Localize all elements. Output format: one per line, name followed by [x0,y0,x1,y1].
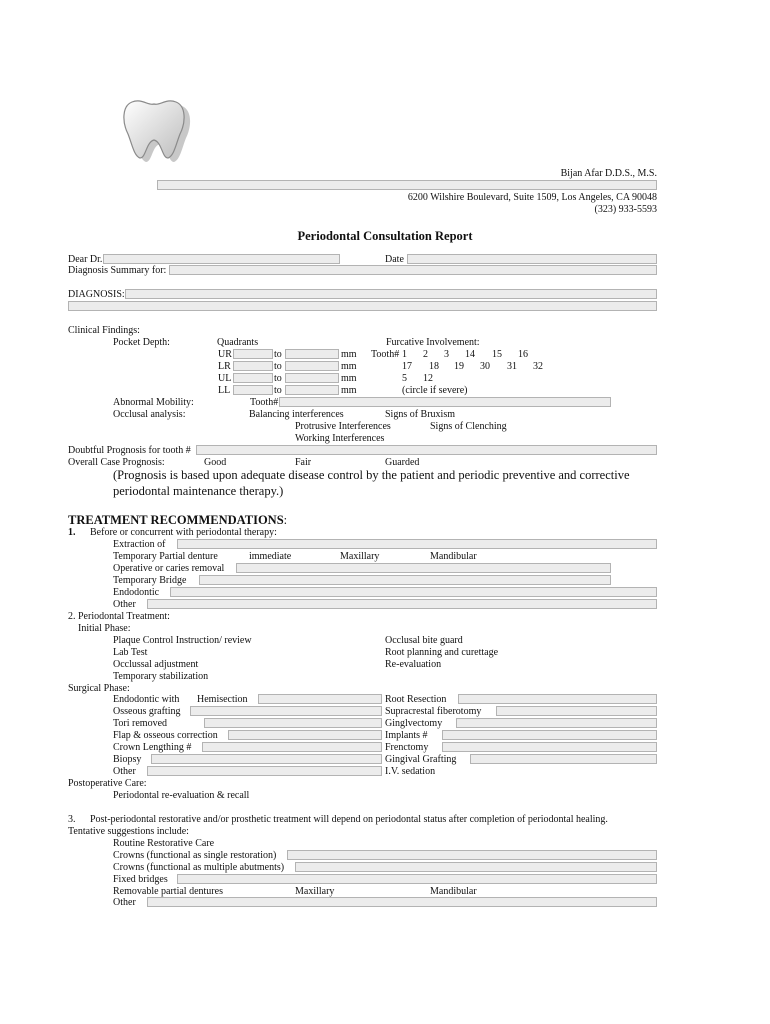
clinical-heading: Clinical Findings: [68,325,140,336]
protrusive-checkbox[interactable]: Protrusive Interferences [295,421,391,432]
temp-bridge-field[interactable] [199,575,611,585]
furcation-checkbox-1[interactable]: 1 [402,349,407,360]
crown-lengthing-checkbox[interactable]: Crown Lengthing # [113,742,192,753]
furcation-checkbox-18[interactable]: 18 [429,361,439,372]
fixed-bridges-checkbox[interactable]: Fixed bridges [113,874,168,885]
ur-to-field[interactable] [285,349,339,359]
re-evaluation-checkbox[interactable]: Re-evaluation [385,659,442,670]
page-title: Periodontal Consultation Report [297,229,473,243]
pocket-depth-label: Pocket Depth: [113,337,170,348]
mm-label: mm [341,361,357,372]
crowns-multi-checkbox[interactable]: Crowns (functional as multiple abutments) [113,862,285,873]
endodontic-checkbox[interactable]: Endodontic [113,587,160,598]
guarded-checkbox[interactable]: Guarded [385,457,420,468]
diagnosis-label: DIAGNOSIS: [68,289,125,300]
temp-bridge-checkbox[interactable]: Temporary Bridge [113,575,187,586]
furcation-checkbox-19[interactable]: 19 [454,361,464,372]
diagnosis-field-2[interactable] [68,301,657,311]
overall-prognosis-label: Overall Case Prognosis: [68,457,165,468]
furcative-label: Furcative Involvement: [386,337,480,348]
postop-label: Postoperative Care: [68,778,147,789]
tooth-logo-icon [118,92,198,164]
other-restorative-field[interactable] [147,897,657,907]
endodontic-field[interactable] [170,587,657,597]
implants-field[interactable] [442,730,657,740]
abnormal-mobility-label: Abnormal Mobility: [113,397,194,408]
section-1-number: 1. [68,527,76,538]
section-3-text: Post-periodontal restorative and/or prosthetic treatment will depend on periodontal status after completion of periodontal healing. [90,814,608,825]
balancing-checkbox[interactable]: Balancing interferences [249,409,344,420]
furcation-checkbox-16[interactable]: 16 [518,349,528,360]
to-label: to [274,361,282,372]
perio-reeval-checkbox[interactable]: Periodontal re-evaluation & recall [113,790,250,801]
quadrant-ul: UL [218,373,232,384]
iv-sedation-checkbox[interactable]: I.V. sedation [385,766,436,777]
prognosis-note-1: (Prognosis is based upon adequate disease control by the patient and periodic preventive and corrective [113,468,630,482]
occlusal-analysis-label: Occlusal analysis: [113,409,186,420]
operative-field[interactable] [236,563,611,573]
routine-checkbox[interactable]: Routine Restorative Care [113,838,215,849]
maxillary-checkbox[interactable]: Maxillary [340,551,380,562]
initial-phase-label: Initial Phase: [78,623,131,634]
mobility-tooth-label: Tooth# [250,397,279,408]
section-3-number: 3. [68,814,76,825]
occlusal-adjustment-checkbox[interactable]: Occlussal adjustment [113,659,199,670]
lab-test-checkbox[interactable]: Lab Test [113,647,148,658]
biopsy-field[interactable] [151,754,382,764]
hemisection-field[interactable] [258,694,382,704]
frenectomy-field[interactable] [442,742,657,752]
osseous-grafting-field[interactable] [190,706,382,716]
phone: (323) 933-5593 [594,204,657,215]
diagnosis-summary-field[interactable] [169,265,657,275]
ul-from-field[interactable] [233,373,273,383]
biopsy-checkbox[interactable]: Biopsy [113,754,142,765]
fair-checkbox[interactable]: Fair [295,457,312,468]
quadrant-lr: LR [218,361,231,372]
frenectomy-checkbox[interactable]: Frenctomy [385,742,429,753]
furcation-checkbox-15[interactable]: 15 [492,349,502,360]
dear-dr-label: Dear Dr. [68,254,103,265]
osseous-grafting-checkbox[interactable]: Osseous grafting [113,706,181,717]
date-label: Date [385,254,404,265]
mandibular-2-checkbox[interactable]: Mandibular [430,886,477,897]
mm-label: mm [341,385,357,396]
removable-partial-checkbox[interactable]: Removable partial dentures [113,886,223,897]
diagnosis-field-1[interactable] [125,289,657,299]
other-restorative-checkbox[interactable]: Other [113,897,136,908]
other-surgical-field[interactable] [147,766,382,776]
gingivectomy-checkbox[interactable]: Ginglvectomy [385,718,443,729]
to-label: to [274,385,282,396]
extraction-checkbox[interactable]: Extraction of [113,539,166,550]
furcation-checkbox-5[interactable]: 5 [402,373,407,384]
crowns-single-field[interactable] [287,850,657,860]
gingivectomy-field[interactable] [456,718,657,728]
hemisection-checkbox[interactable]: Hemisection [197,694,248,705]
plaque-control-checkbox[interactable]: Plaque Control Instruction/ review [113,635,252,646]
quadrant-ur: UR [218,349,232,360]
operative-checkbox[interactable]: Operative or caries removal [113,563,225,574]
clenching-checkbox[interactable]: Signs of Clenching [430,421,507,432]
flap-osseous-field[interactable] [228,730,382,740]
furcation-checkbox-14[interactable]: 14 [465,349,475,360]
tooth-hash-label: Tooth# [371,349,400,360]
tori-removed-field[interactable] [204,718,382,728]
doubtful-prognosis-label: Doubtful Prognosis for tooth # [68,445,191,456]
tentative-label: Tentative suggestions include: [68,826,189,837]
maxillary-2-checkbox[interactable]: Maxillary [295,886,335,897]
furcation-checkbox-12[interactable]: 12 [423,373,433,384]
tori-removed-checkbox[interactable]: Tori removed [113,718,168,729]
address: 6200 Wilshire Boulevard, Suite 1509, Los Angeles, CA 90048 [407,192,657,203]
other-checkbox[interactable]: Other [113,599,136,610]
furcation-checkbox-2[interactable]: 2 [423,349,428,360]
root-resection-field[interactable] [458,694,657,704]
working-checkbox[interactable]: Working Interferences [295,433,385,444]
crowns-multi-field[interactable] [295,862,657,872]
prognosis-note-2: periodontal maintenance therapy.) [113,484,284,498]
bite-guard-checkbox[interactable]: Occlusal bite guard [385,635,463,646]
furcation-checkbox-32[interactable]: 32 [533,361,543,372]
mandibular-checkbox[interactable]: Mandibular [430,551,477,562]
root-resection-checkbox[interactable]: Root Resection [385,694,447,705]
furcation-checkbox-17[interactable]: 17 [402,361,412,372]
implants-checkbox[interactable]: Implants # [385,730,428,741]
diagnosis-summary-label: Diagnosis Summary for: [68,265,167,276]
mm-label: mm [341,349,357,360]
ul-to-field[interactable] [285,373,339,383]
supracrestal-checkbox[interactable]: Supracrestal fiberotomy [385,706,482,717]
ll-to-field[interactable] [285,385,339,395]
section-2-title: 2. Periodontal Treatment: [68,611,170,622]
other-surgical-checkbox[interactable]: Other [113,766,136,777]
quadrants-label: Quadrants [217,337,259,348]
furcation-checkbox-30[interactable]: 30 [480,361,490,372]
furcation-checkbox-31[interactable]: 31 [507,361,517,372]
crowns-single-checkbox[interactable]: Crowns (functional as single restoration) [113,850,277,861]
section-1-title: Before or concurrent with periodontal therapy: [90,527,277,538]
treatment-heading: TREATMENT RECOMMENDATIONS: [68,513,288,527]
ur-from-field[interactable] [233,349,273,359]
bruxism-checkbox[interactable]: Signs of Bruxism [385,409,456,420]
mm-label: mm [341,373,357,384]
doctor-name: Bijan Afar D.D.S., M.S. [560,168,657,179]
extraction-field[interactable] [177,539,657,549]
circle-note: (circle if severe) [402,385,468,396]
surgical-phase-label: Surgical Phase: [68,683,130,694]
to-label: to [274,349,282,360]
date-field[interactable] [407,254,657,264]
furcation-checkbox-3[interactable]: 3 [444,349,449,360]
dear-dr-field[interactable] [103,254,340,264]
doubtful-prognosis-field[interactable] [196,445,657,455]
ll-from-field[interactable] [233,385,273,395]
endo-with-checkbox[interactable]: Endodontic with [113,694,180,705]
to-label: to [274,373,282,384]
gingival-grafting-field[interactable] [470,754,657,764]
lr-from-field[interactable] [233,361,273,371]
root-planning-checkbox[interactable]: Root planning and curettage [385,647,499,658]
crown-lengthing-field[interactable] [202,742,382,752]
temp-partial-checkbox[interactable]: Temporary Partial denture [113,551,218,562]
quadrant-ll: LL [218,385,231,396]
mobility-tooth-field[interactable] [279,397,611,407]
temp-stabilization-checkbox[interactable]: Temporary stabilization [113,671,209,682]
flap-osseous-checkbox[interactable]: Flap & osseous correction [113,730,218,741]
other-field[interactable] [147,599,657,609]
fixed-bridges-field[interactable] [177,874,657,884]
lr-to-field[interactable] [285,361,339,371]
header-field[interactable] [157,180,657,190]
immediate-checkbox[interactable]: immediate [249,551,292,562]
gingival-grafting-checkbox[interactable]: Gingival Grafting [385,754,457,765]
supracrestal-field[interactable] [496,706,657,716]
good-checkbox[interactable]: Good [204,457,227,468]
